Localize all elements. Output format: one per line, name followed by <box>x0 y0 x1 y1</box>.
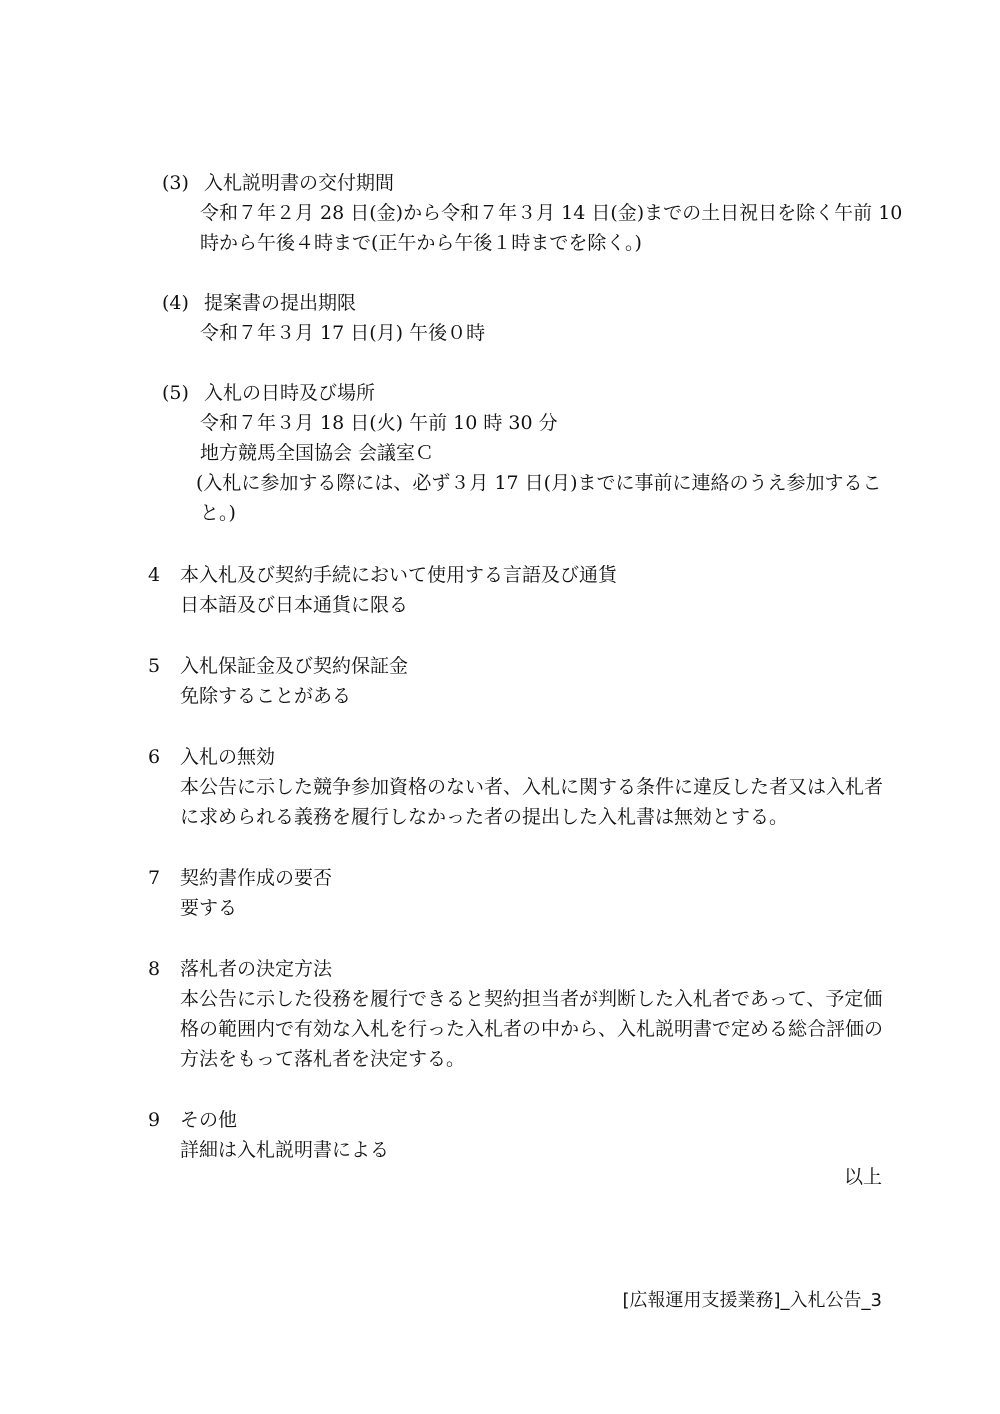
subsection-heading: 入札説明書の交付期間 <box>204 172 395 194</box>
subsection-line: 令和７年３月 18 日(火) 午前 10 時 30 分 <box>200 412 558 434</box>
section-heading: 入札保証金及び契約保証金 <box>180 655 409 677</box>
section-number: 8 <box>148 958 161 980</box>
section-line: に求められる義務を履行しなかった者の提出した入札書は無効とする。 <box>180 806 789 828</box>
subsection-number: (5) <box>162 382 189 404</box>
subsection-line: 令和７年３月 17 日(月) 午後０時 <box>200 322 486 344</box>
page-footer: [広報運用支援業務]_入札公告_3 <box>622 1290 882 1311</box>
section-number: 7 <box>148 867 161 889</box>
section-heading: 入札の無効 <box>180 746 276 768</box>
subsection-line: 令和７年２月 28 日(金)から令和７年３月 14 日(金)までの土日祝日を除く午前 10 <box>200 202 903 224</box>
subsection-line: 地方競馬全国協会 会議室Ｃ <box>200 442 435 464</box>
subsection-number: (4) <box>162 292 189 314</box>
section-line: 本公告に示した役務を履行できると契約担当者が判断した入札者であって、予定価 <box>180 988 883 1010</box>
section-line: 格の範囲内で有効な入札を行った入札者の中から、入札説明書で定める総合評価の <box>180 1018 884 1040</box>
section-line: 免除することがある <box>180 685 352 707</box>
section-number: 4 <box>148 564 161 586</box>
section-number: 6 <box>148 746 161 768</box>
section-number: 9 <box>148 1109 161 1131</box>
section-heading: 契約書作成の要否 <box>180 867 333 889</box>
section-line: 本公告に示した競争参加資格のない者、入札に関する条件に違反した者又は入札者 <box>180 776 884 798</box>
section-number: 5 <box>148 655 161 677</box>
subsection-heading: 提案書の提出期限 <box>204 292 357 314</box>
closing-mark: 以上 <box>843 1166 882 1188</box>
subsection-heading: 入札の日時及び場所 <box>204 382 376 404</box>
section-line: 日本語及び日本通貨に限る <box>180 594 409 616</box>
section-line: 要する <box>180 897 238 919</box>
subsection-line: 時から午後４時まで(正午から午後１時までを除く。) <box>200 232 642 254</box>
section-line: 詳細は入札説明書による <box>180 1139 390 1161</box>
section-heading: その他 <box>180 1109 238 1131</box>
section-heading: 落札者の決定方法 <box>180 958 333 980</box>
subsection-line: と。) <box>200 502 236 524</box>
subsection-number: (3) <box>162 172 189 194</box>
section-heading: 本入札及び契約手続において使用する言語及び通貨 <box>180 564 618 586</box>
subsection-line: (入札に参加する際には、必ず３月 17 日(月)までに事前に連絡のうえ参加するこ <box>196 472 882 494</box>
section-line: 方法をもって落札者を決定する。 <box>180 1048 466 1070</box>
